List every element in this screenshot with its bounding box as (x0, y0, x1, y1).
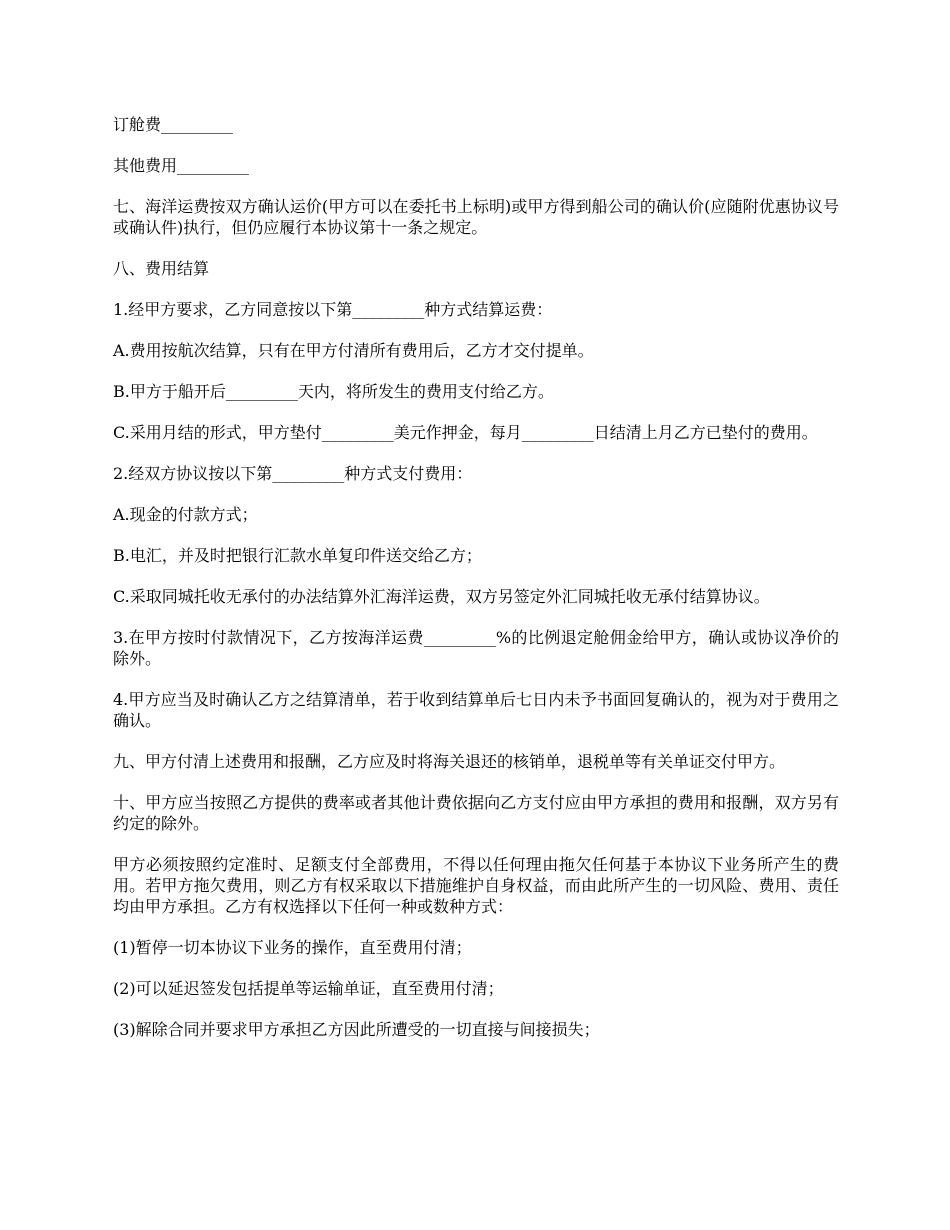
heading-clause-8: 八、费用结算 (113, 259, 210, 278)
paragraph-payment-obligation: 甲方必须按照约定准时、足额支付全部费用，不得以任何理由拖欠任何基于本协议下业务所产生的费用。若甲方拖欠费用，则乙方有权采取以下措施维护自身权益，而由此所产生的一切风险、费用、责任均由甲方承担。乙方有权选择以下任何一种或数种方式： (113, 855, 839, 916)
paragraph-8-1-b: B.甲方于船开后_________天内，将所发生的费用支付给乙方。 (113, 382, 554, 401)
paragraph-8-4: 4.甲方应当及时确认乙方之结算清单，若于收到结算单后七日内未予书面回复确认的，视为对于费用之确认。 (113, 690, 839, 730)
paragraph-remedy-2: (2)可以延迟签发包括提单等运输单证，直至费用付清； (113, 979, 504, 998)
paragraph-8-2-c: C.采取同城托收无承付的办法结算外汇海洋运费，双方另签定外汇同城托收无承付结算协议。 (113, 587, 770, 606)
paragraph-clause-9: 九、甲方付清上述费用和报酬，乙方应及时将海关退还的核销单，退税单等有关单证交付甲方。 (113, 752, 786, 771)
paragraph-other-fees: 其他费用_________ (113, 156, 250, 175)
paragraph-remedy-3: (3)解除合同并要求甲方承担乙方因此所遭受的一切直接与间接损失； (113, 1020, 600, 1039)
paragraph-8-2-b: B.电汇，并及时把银行汇款水单复印件送交给乙方； (113, 546, 482, 565)
paragraph-8-2-a: A.现金的付款方式； (113, 505, 258, 524)
document-body (113, 114, 839, 1060)
paragraph-8-3: 3.在甲方按时付款情况下，乙方按海洋运费_________%的比例退定舱佣金给甲方，确认或协议净价的除外。 (113, 628, 839, 668)
paragraph-clause-10: 十、甲方应当按照乙方提供的费率或者其他计费依据向乙方支付应由甲方承担的费用和报酬，双方另有约定的除外。 (113, 793, 839, 833)
paragraph-remedy-1: (1)暂停一切本协议下业务的操作，直至费用付清； (113, 938, 472, 957)
paragraph-8-2: 2.经双方协议按以下第_________种方式支付费用： (113, 464, 473, 483)
paragraph-8-1-c: C.采用月结的形式，甲方垫付_________美元作押金，每月_________日结清上月乙方已垫付的费用。 (113, 423, 818, 442)
paragraph-booking-fee: 订舱费_________ (113, 115, 234, 134)
paragraph-8-1-a: A.费用按航次结算，只有在甲方付清所有费用后，乙方才交付提单。 (113, 341, 594, 360)
paragraph-clause-7: 七、海洋运费按双方确认运价(甲方可以在委托书上标明)或甲方得到船公司的确认价(应随附优惠协议号或确认件)执行，但仍应履行本协议第十一条之规定。 (113, 197, 839, 237)
paragraph-8-1: 1.经甲方要求，乙方同意按以下第_________种方式结算运费： (113, 300, 553, 319)
